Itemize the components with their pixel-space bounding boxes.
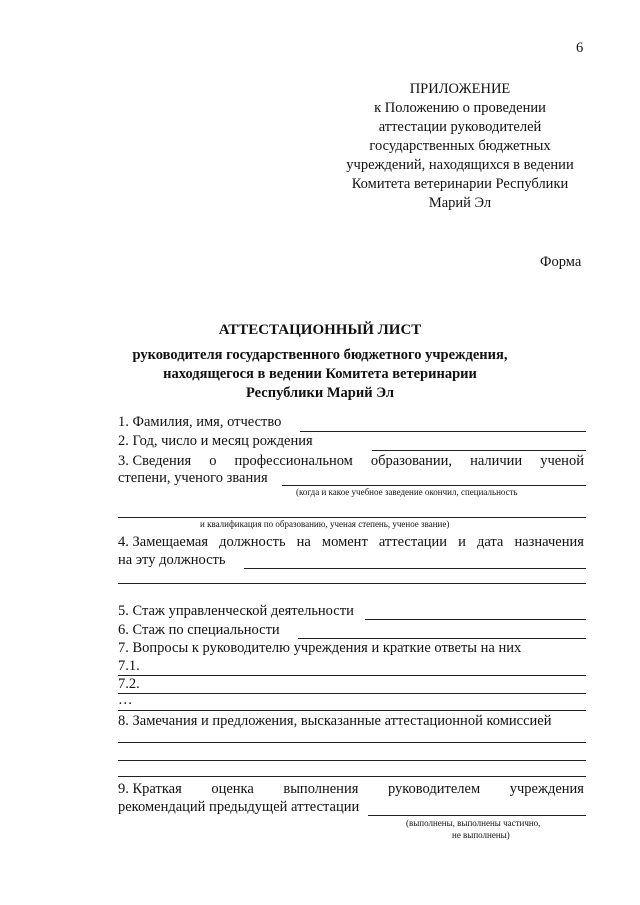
- education-hint-2: и квалификация по образованию, ученая степень, ученое звание): [200, 519, 450, 529]
- word: 3. Сведения: [118, 453, 192, 469]
- management-experience-field[interactable]: [365, 619, 586, 620]
- appendix-block: [330, 80, 590, 213]
- appendix-line: учреждений, находящихся в ведении: [346, 157, 574, 173]
- form-label: Форма: [540, 254, 582, 270]
- assessment-hint-2: не выполнены): [452, 830, 510, 840]
- item-full-name-label: 1. Фамилия, имя, отчество: [118, 414, 282, 430]
- remarks-field-1[interactable]: [118, 742, 586, 743]
- assessment-hint-1: (выполнены, выполнены частично,: [406, 818, 541, 828]
- specialty-experience-field[interactable]: [298, 638, 586, 639]
- word: руководителем: [387, 781, 481, 797]
- page-number: 6: [576, 40, 584, 56]
- word: выполнения: [283, 781, 359, 797]
- education-field[interactable]: [282, 485, 586, 486]
- item-specialty-experience-label: 6. Стаж по специальности: [118, 622, 280, 638]
- question-more: …: [118, 692, 133, 708]
- word: назначения: [514, 534, 584, 550]
- appendix-line: Марий Эл: [428, 195, 492, 211]
- appendix-line: Комитета ветеринарии Республики: [351, 176, 569, 192]
- birth-date-field[interactable]: [372, 450, 586, 451]
- word: образовании,: [370, 453, 453, 469]
- word: наличии: [470, 453, 523, 469]
- item-assessment-line1: [118, 781, 584, 798]
- word: дата: [476, 534, 504, 550]
- item-assessment-line2: рекомендаций предыдущей аттестации: [118, 799, 360, 815]
- subtitle-line: руководителя государственного бюджетного учреждения,: [132, 347, 508, 363]
- question-more-field[interactable]: [118, 710, 586, 711]
- appendix-line: аттестации руководителей: [378, 119, 542, 135]
- remarks-field-3[interactable]: [118, 776, 586, 777]
- word: учреждения: [509, 781, 584, 797]
- item-remarks-label: 8. Замечания и предложения, высказанные аттестационной комиссией: [118, 713, 552, 729]
- word: 9. Краткая: [118, 781, 182, 797]
- education-hint: (когда и какое учебное заведение окончил, специальность: [296, 487, 518, 497]
- position-field[interactable]: [244, 568, 586, 569]
- appendix-title: ПРИЛОЖЕНИЕ: [409, 81, 511, 97]
- item-birth-date-label: 2. Год, число и месяц рождения: [118, 433, 313, 449]
- word: на: [296, 534, 311, 550]
- assessment-field[interactable]: [368, 815, 586, 816]
- word: момент: [321, 534, 368, 550]
- question-7-1-field[interactable]: [118, 675, 586, 676]
- question-7-2-field[interactable]: [118, 693, 586, 694]
- document-subtitle: [60, 346, 580, 403]
- appendix-line: государственных бюджетных: [369, 138, 551, 154]
- word: и: [458, 534, 466, 550]
- appendix-line: к Положению о проведении: [374, 100, 546, 116]
- item-management-experience-label: 5. Стаж управленческой деятельности: [118, 603, 354, 619]
- full-name-field[interactable]: [300, 431, 586, 432]
- question-7-2: 7.2.: [118, 676, 140, 692]
- question-7-1: 7.1.: [118, 658, 140, 674]
- item-position-line2: на эту должность: [118, 552, 226, 568]
- remarks-field-2[interactable]: [118, 760, 586, 761]
- word: о: [209, 453, 217, 469]
- item-questions-label: 7. Вопросы к руководителю учреждения и краткие ответы на них: [118, 640, 522, 656]
- subtitle-line: Республики Марий Эл: [246, 385, 394, 401]
- document-title: АТТЕСТАЦИОННЫЙ ЛИСТ: [218, 322, 422, 338]
- word: 4. Замещаемая: [118, 534, 209, 550]
- word: ученой: [540, 453, 584, 469]
- word: должность: [219, 534, 286, 550]
- word: профессиональном: [234, 453, 353, 469]
- subtitle-line: находящегося в ведении Комитета ветеринарии: [163, 366, 477, 382]
- word: аттестации: [378, 534, 448, 550]
- item-position-line1: [118, 534, 584, 551]
- education-field-2[interactable]: [118, 517, 586, 518]
- item-education-line2: степени, ученого звания: [118, 470, 268, 486]
- item-education-line1: [118, 453, 584, 470]
- word: оценка: [211, 781, 254, 797]
- position-field-2[interactable]: [118, 583, 586, 584]
